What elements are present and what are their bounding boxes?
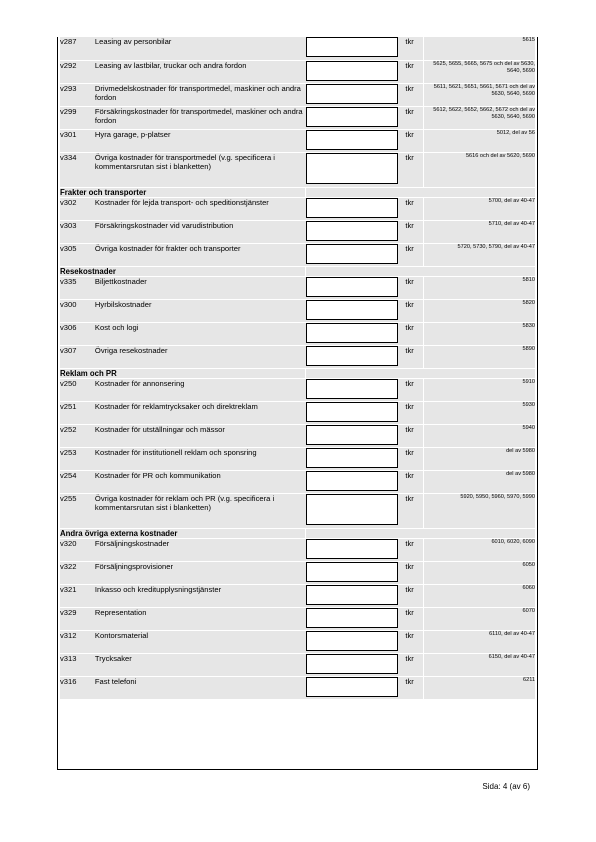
section-title: Andra övriga externa kostnader [60, 528, 305, 538]
account-reference: 5625, 5655, 5665, 5675 och del av 5630, 5640, 5690 [424, 60, 535, 83]
row-code: v321 [60, 584, 95, 607]
unit-label: tkr [405, 220, 423, 243]
form-row [60, 493, 535, 528]
unit-label: tkr [405, 470, 423, 493]
unit-label: tkr [405, 447, 423, 470]
amount-input[interactable] [306, 346, 398, 366]
unit-label: tkr [405, 299, 423, 322]
form-row [60, 106, 535, 129]
amount-cell [305, 630, 405, 653]
row-code: v335 [60, 276, 95, 299]
amount-cell [305, 83, 405, 106]
form-row [60, 276, 535, 299]
row-code: v303 [60, 220, 95, 243]
account-reference: 5012, del av 56 [424, 129, 535, 152]
page-number: Sida: 4 (av 6) [482, 782, 530, 791]
row-description: Försäljningskostnader [95, 538, 306, 561]
row-description: Leasing av lastbilar, truckar och andra fordon [95, 60, 306, 83]
row-code: v293 [60, 83, 95, 106]
account-reference: 6150, del av 40-47 [424, 653, 535, 676]
amount-cell [305, 60, 405, 83]
row-code: v254 [60, 470, 95, 493]
account-reference: 5810 [424, 276, 535, 299]
form-row [60, 676, 535, 699]
row-code: v320 [60, 538, 95, 561]
form-row [60, 378, 535, 401]
form-frame-right [537, 37, 538, 770]
row-code: v299 [60, 106, 95, 129]
section-header [60, 187, 535, 197]
row-description: Kontorsmaterial [95, 630, 306, 653]
unit-label: tkr [405, 584, 423, 607]
row-code: v305 [60, 243, 95, 266]
account-reference: 5615 [424, 37, 535, 60]
amount-input[interactable] [306, 37, 398, 57]
amount-cell [305, 152, 405, 187]
amount-input[interactable] [306, 402, 398, 422]
row-description: Biljettkostnader [95, 276, 306, 299]
amount-cell [305, 584, 405, 607]
row-description: Kostnader för utställningar och mässor [95, 424, 306, 447]
account-reference: 5720, 5730, 5790, del av 40-47 [424, 243, 535, 266]
amount-cell [305, 276, 405, 299]
account-reference: 6070 [424, 607, 535, 630]
unit-label: tkr [405, 37, 423, 60]
section-title: Reklam och PR [60, 368, 305, 378]
unit-label: tkr [405, 345, 423, 368]
form-row [60, 129, 535, 152]
unit-label: tkr [405, 538, 423, 561]
account-reference: 5940 [424, 424, 535, 447]
amount-cell [305, 470, 405, 493]
form-row [60, 220, 535, 243]
amount-input[interactable] [306, 198, 398, 218]
row-description: Övriga resekostnader [95, 345, 306, 368]
form-row [60, 447, 535, 470]
row-description: Leasing av personbilar [95, 37, 306, 60]
amount-input[interactable] [306, 562, 398, 582]
account-reference: 5611, 5621, 5651, 5661, 5671 och del av 5630, 5640, 5690 [424, 83, 535, 106]
form-frame-left [57, 37, 58, 770]
row-code: v287 [60, 37, 95, 60]
unit-label: tkr [405, 243, 423, 266]
unit-label: tkr [405, 60, 423, 83]
form-row [60, 470, 535, 493]
amount-cell [305, 322, 405, 345]
amount-input[interactable] [306, 277, 398, 297]
amount-cell [305, 378, 405, 401]
account-reference: 5930 [424, 401, 535, 424]
unit-label: tkr [405, 83, 423, 106]
form-row [60, 345, 535, 368]
row-code: v312 [60, 630, 95, 653]
amount-input[interactable] [306, 494, 398, 525]
section-filler [305, 266, 535, 276]
unit-label: tkr [405, 129, 423, 152]
row-description: Försäljningsprovisioner [95, 561, 306, 584]
form-row [60, 561, 535, 584]
form-row [60, 401, 535, 424]
unit-label: tkr [405, 424, 423, 447]
account-reference: 5612, 5622, 5652, 5662, 5672 och del av 5630, 5640, 5690 [424, 106, 535, 129]
row-code: v250 [60, 378, 95, 401]
unit-label: tkr [405, 401, 423, 424]
row-description: Fast telefoni [95, 676, 306, 699]
amount-input[interactable] [306, 61, 398, 81]
form-row [60, 584, 535, 607]
amount-cell [305, 345, 405, 368]
account-reference: 5616 och del av 5620, 5690 [424, 152, 535, 187]
amount-cell [305, 243, 405, 266]
amount-input[interactable] [306, 585, 398, 605]
section-filler [305, 187, 535, 197]
form-row [60, 152, 535, 187]
section-title: Resekostnader [60, 266, 305, 276]
row-description: Kostnader för PR och kommunikation [95, 470, 306, 493]
amount-input[interactable] [306, 244, 398, 264]
row-description: Kostnader för institutionell reklam och sponsring [95, 447, 306, 470]
row-description: Försäkringskostnader vid varudistribution [95, 220, 306, 243]
row-description: Övriga kostnader för reklam och PR (v.g. specificera i kommentarsrutan sist i blanketten) [95, 493, 306, 528]
account-reference: 5910 [424, 378, 535, 401]
amount-input[interactable] [306, 654, 398, 674]
amount-input[interactable] [306, 300, 398, 320]
amount-cell [305, 561, 405, 584]
row-description: Kost och logi [95, 322, 306, 345]
amount-input[interactable] [306, 323, 398, 343]
unit-label: tkr [405, 322, 423, 345]
row-description: Övriga kostnader för transportmedel (v.g. specificera i kommentarsrutan sist i blanketten) [95, 152, 306, 187]
unit-label: tkr [405, 607, 423, 630]
form-row [60, 322, 535, 345]
row-code: v313 [60, 653, 95, 676]
row-code: v292 [60, 60, 95, 83]
amount-cell [305, 424, 405, 447]
amount-input[interactable] [306, 130, 398, 150]
amount-input[interactable] [306, 471, 398, 491]
form-frame-bottom [57, 769, 538, 770]
unit-label: tkr [405, 676, 423, 699]
amount-input[interactable] [306, 448, 398, 468]
amount-input[interactable] [306, 379, 398, 399]
amount-input[interactable] [306, 153, 398, 184]
amount-cell [305, 299, 405, 322]
unit-label: tkr [405, 653, 423, 676]
form-row [60, 607, 535, 630]
row-code: v252 [60, 424, 95, 447]
section-header [60, 266, 535, 276]
amount-cell [305, 37, 405, 60]
account-reference: 6060 [424, 584, 535, 607]
account-reference: 5830 [424, 322, 535, 345]
amount-cell [305, 607, 405, 630]
row-description: Kostnader för reklamtrycksaker och direktreklam [95, 401, 306, 424]
row-code: v302 [60, 197, 95, 220]
row-code: v251 [60, 401, 95, 424]
row-description: Hyra garage, p-platser [95, 129, 306, 152]
row-code: v334 [60, 152, 95, 187]
section-header [60, 368, 535, 378]
account-reference: 6010, 6020, 6090 [424, 538, 535, 561]
form-row [60, 630, 535, 653]
expense-form-table [60, 37, 535, 700]
amount-cell [305, 129, 405, 152]
form-row [60, 299, 535, 322]
form-row [60, 197, 535, 220]
account-reference: 6211 [424, 676, 535, 699]
section-filler [305, 528, 535, 538]
amount-cell [305, 197, 405, 220]
amount-cell [305, 106, 405, 129]
row-description: Kostnader för annonsering [95, 378, 306, 401]
unit-label: tkr [405, 561, 423, 584]
row-description: Representation [95, 607, 306, 630]
row-code: v253 [60, 447, 95, 470]
account-reference: 5920, 5950, 5960, 5970, 5990 [424, 493, 535, 528]
amount-input[interactable] [306, 608, 398, 628]
row-code: v329 [60, 607, 95, 630]
form-row [60, 60, 535, 83]
row-description: Övriga kostnader för frakter och transporter [95, 243, 306, 266]
section-filler [305, 368, 535, 378]
account-reference: del av 5980 [424, 470, 535, 493]
amount-input[interactable] [306, 221, 398, 241]
form-row [60, 83, 535, 106]
amount-input[interactable] [306, 539, 398, 559]
amount-input[interactable] [306, 631, 398, 651]
row-code: v300 [60, 299, 95, 322]
account-reference: 5710, del av 40-47 [424, 220, 535, 243]
form-row [60, 424, 535, 447]
unit-label: tkr [405, 378, 423, 401]
form-row [60, 37, 535, 60]
amount-cell [305, 493, 405, 528]
account-reference: 6050 [424, 561, 535, 584]
form-row [60, 538, 535, 561]
account-reference: 6110, del av 40-47 [424, 630, 535, 653]
amount-input[interactable] [306, 425, 398, 445]
row-code: v306 [60, 322, 95, 345]
row-description: Inkasso och kreditupplysningstjänster [95, 584, 306, 607]
unit-label: tkr [405, 276, 423, 299]
account-reference: del av 5980 [424, 447, 535, 470]
amount-input[interactable] [306, 107, 398, 127]
amount-cell [305, 401, 405, 424]
section-header [60, 528, 535, 538]
unit-label: tkr [405, 106, 423, 129]
amount-input[interactable] [306, 677, 398, 697]
unit-label: tkr [405, 152, 423, 187]
row-code: v255 [60, 493, 95, 528]
unit-label: tkr [405, 630, 423, 653]
row-description: Trycksaker [95, 653, 306, 676]
amount-cell [305, 220, 405, 243]
row-code: v307 [60, 345, 95, 368]
row-description: Försäkringskostnader för transportmedel, maskiner och andra fordon [95, 106, 306, 129]
account-reference: 5700, del av 40-47 [424, 197, 535, 220]
row-description: Hyrbilskostnader [95, 299, 306, 322]
form-row [60, 243, 535, 266]
unit-label: tkr [405, 493, 423, 528]
row-code: v301 [60, 129, 95, 152]
row-description: Kostnader för lejda transport- och speditionstjänster [95, 197, 306, 220]
amount-cell [305, 538, 405, 561]
row-description: Drivmedelskostnader för transportmedel, maskiner och andra fordon [95, 83, 306, 106]
unit-label: tkr [405, 197, 423, 220]
form-row [60, 653, 535, 676]
account-reference: 5890 [424, 345, 535, 368]
account-reference: 5820 [424, 299, 535, 322]
amount-cell [305, 653, 405, 676]
row-code: v316 [60, 676, 95, 699]
amount-cell [305, 447, 405, 470]
amount-cell [305, 676, 405, 699]
amount-input[interactable] [306, 84, 398, 104]
row-code: v322 [60, 561, 95, 584]
section-title: Frakter och transporter [60, 187, 305, 197]
